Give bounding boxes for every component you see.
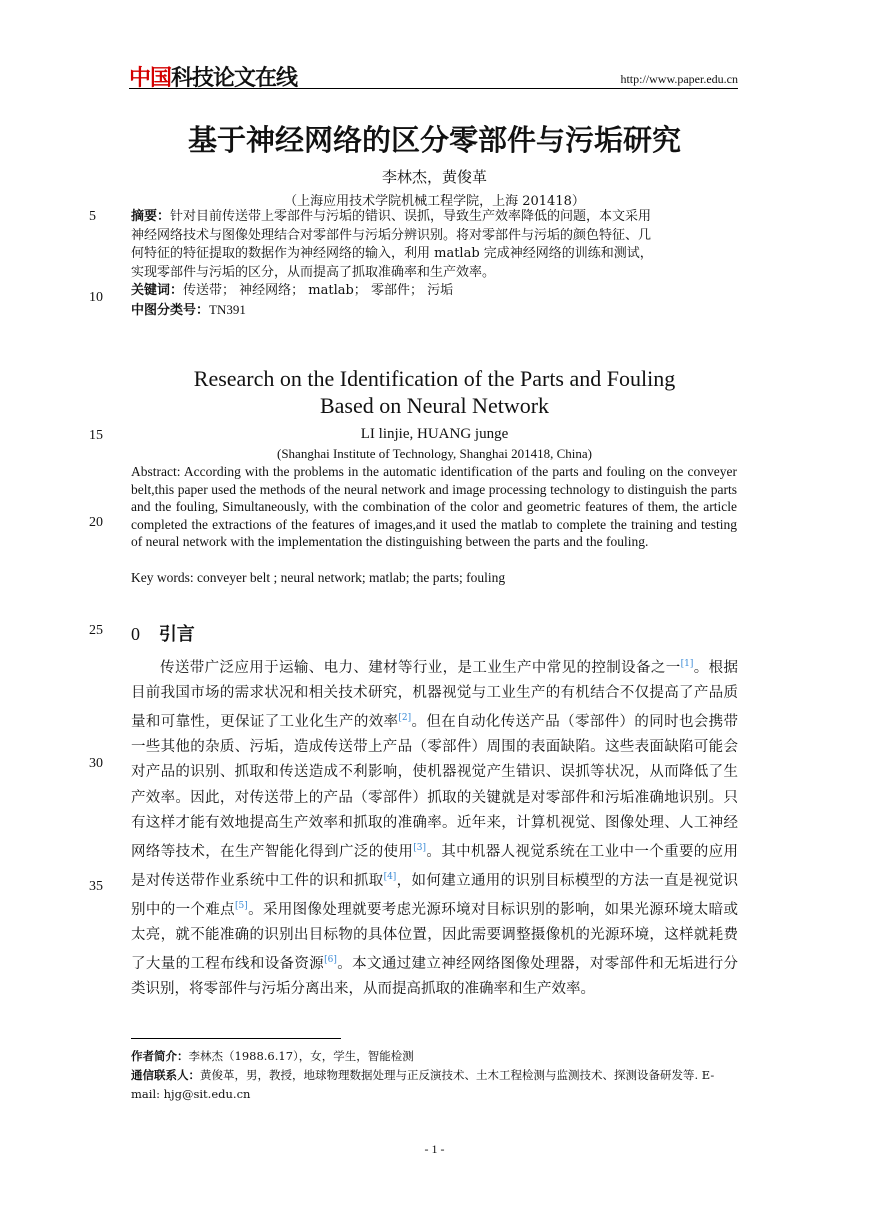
keywords-cn-text: 传送带； 神经网络； matlab； 零部件； 污垢 [183, 283, 454, 298]
footnote-author-text: 李林杰（1988.6.17），女，学生，智能检测 [188, 1049, 414, 1063]
abstract-en [131, 463, 737, 551]
line-number: 25 [89, 623, 103, 638]
abstract-cn-line: 神经网络技术与图像处理结合对零部件与污垢分辨识别。将对零部件与污垢的颜色特征、几 [131, 227, 652, 243]
classification-label: 中图分类号： [131, 302, 210, 318]
authors-en: LI linjie, HUANG junge [360, 426, 509, 442]
keywords-en-label: Key words: [131, 570, 194, 585]
abstract-en-label: Abstract: [131, 464, 181, 479]
english-title-line-2: Based on Neural Network [319, 393, 550, 418]
line-number: 30 [89, 756, 103, 771]
abstract-cn-line: 实现零部件与污垢的区分，从而提高了抓取准确率和生产效率。 [131, 264, 496, 280]
footnote-contact-text: 黄俊革，男，教授，地球物理数据处理与正反演技术、土木工程检测与监测技术、探测设备研发等. E-mail: hjg@sit.edu.cn [131, 1068, 715, 1101]
abstract-en-text: According with the problems in the automatic identification of the parts and fouling on the conveyer belt,this paper used the methods of the neural network and image processing technology to distinguish the parts and the fouling, Simultaneously, with the combination of the color and geometric features of them, the article completed the extractions of the features of images,and it used the matlab to complete the training and testing of neural network with the implementation the distinguishing between the parts and the fouling. [131, 464, 737, 549]
abstract-cn-label: 摘要： [131, 209, 171, 224]
header-rule [129, 88, 738, 89]
abstract-cn [131, 208, 738, 320]
section-title: 引言 [158, 624, 195, 645]
section-number: 0 [131, 624, 140, 644]
abstract-cn-line: 何特征的特征提取的数据作为神经网络的输入，利用 matlab 完成神经网络的训练和测试， [131, 246, 653, 261]
line-number: 35 [89, 879, 103, 894]
line-number: 20 [89, 515, 103, 530]
page-number: - 1 - [424, 1142, 445, 1156]
classification [131, 301, 738, 321]
citation-4[interactable]: [4] [383, 872, 397, 883]
footnote-author [131, 1047, 738, 1066]
line-number: 15 [89, 428, 103, 443]
keywords-en [131, 570, 505, 586]
section-heading [131, 620, 195, 646]
abstract-cn-line: 摘要：针对目前传送带上零部件与污垢的错识、误抓，导致生产效率降低的问题，本文采用 [131, 209, 652, 224]
keywords-cn-label: 关键词： [131, 283, 184, 298]
footnote-contact [131, 1066, 738, 1104]
footnote-author-label: 作者简介： [131, 1049, 189, 1063]
logo-part-1: 中国 [129, 66, 172, 91]
citation-3[interactable]: [3] [413, 843, 427, 854]
line-number: 5 [89, 209, 96, 224]
logo-part-2: 科技论文在线 [171, 66, 298, 91]
keywords-cn [131, 282, 738, 301]
affiliation-en: (Shanghai Institute of Technology, Shanghai 201418, China) [276, 446, 592, 461]
keywords-en-text: conveyer belt ; neural network; matlab; the parts; fouling [197, 570, 506, 585]
footnote-contact-label: 通信联系人： [131, 1068, 200, 1082]
header-url[interactable]: http://www.paper.edu.cn [620, 72, 738, 86]
classification-code: TN391 [209, 301, 246, 317]
citation-6[interactable]: [6] [324, 955, 337, 966]
intro-paragraph: 传送带广泛应用于运输、电力、建材等行业，是工业生产中常见的控制设备之一[1]。根据目前我国市场的需求状况和相关技术研究，机器视觉与工业生产的有机结合不仅提高了产品质量和可靠性，更保证了工业化生产的效率[2]。但在自动化传送产品（零部件）的同时也会携带一些其他的杂质、污垢，造成传送带上产品（零部件）周围的表面缺陷。这些表面缺陷可能会对产品的识别、抓取和传送造成不利影响，使机器视觉产生错识、误抓等状况，从而降低了生产效率。因此，对传送带上的产品（零部件）抓取的关键就是对零部件和污垢准确地识别。只有这样才能有效地提高生产效率和抓取的准确率。近年来，计算机视觉、图像处理、人工神经网络等技术，在生产智能化得到广泛的使用[3]。其中机器人视觉系统在工业中一个重要的应用是对传送带作业系统中工件的识和抓取[4]，如何建立通用的识别目标模型的方法一直是视觉识别中的一个难点[5]。采用图像处理就要考虑光源环境对目标识别的影响，如果光源环境太暗或太亮，就不能准确的识别出目标物的具体位置，因此需要调整摄像机的光源环境，这样就耗费了大量的工程布线和设备资源[6]。本文通过建立神经网络图像处理器，对零部件和无垢进行分类识别，将零部件与污垢分离出来，从而提高抓取的准确率和生产效率。 [131, 659, 739, 998]
citation-5[interactable]: [5] [235, 901, 248, 912]
english-title [0, 365, 869, 419]
line-number: 10 [89, 290, 103, 305]
paper-title: 基于神经网络的区分零部件与污垢研究 [187, 123, 681, 157]
citation-1[interactable]: [1] [680, 659, 694, 669]
footnote-rule [131, 1038, 341, 1039]
affiliation-cn: （上海应用技术学院机械工程学院，上海 201418） [284, 194, 585, 209]
citation-2[interactable]: [2] [398, 713, 412, 724]
authors-cn: 李林杰，黄俊革 [381, 168, 487, 186]
english-title-line-1: Research on the Identification of the Parts and Fouling [193, 366, 676, 391]
